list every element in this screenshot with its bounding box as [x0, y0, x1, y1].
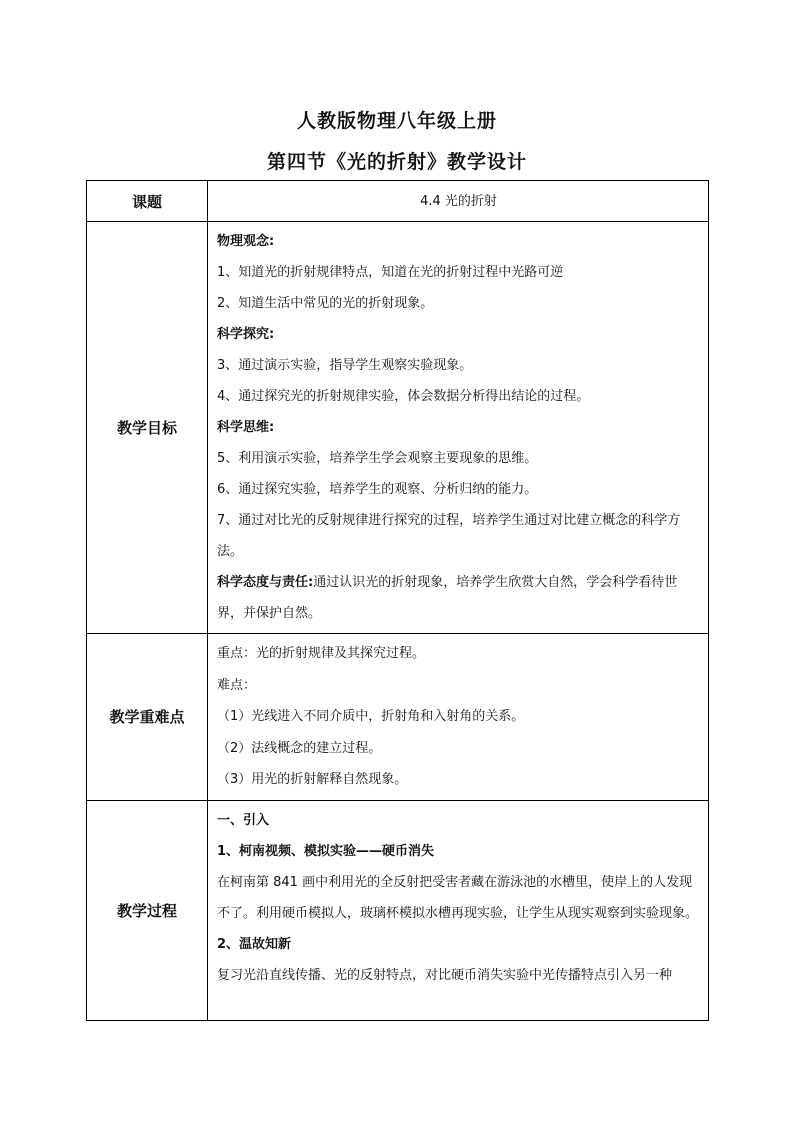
- table-row-process: [87, 800, 709, 1020]
- table-row-topic: [87, 181, 709, 222]
- key-points-content: [208, 634, 709, 801]
- goals-content: [208, 222, 709, 634]
- key-point-line: 重点：光的折射规律及其探究过程。: [217, 646, 426, 661]
- process-line: 1、柯南视频、模拟实验——硬币消失: [217, 843, 435, 859]
- key-point-line: （3）用光的折射解释自然现象。: [217, 772, 408, 787]
- process-line: 2、温故知新: [217, 936, 292, 952]
- key-point-line: （2）法线概念的建立过程。: [217, 740, 382, 756]
- goal-line: 科学态度与责任:通过认识光的折射现象，培养学生欣赏大自然，学会科学看待世界，并保护自然。: [217, 575, 678, 621]
- document-subtitle: 第四节《光的折射》教学设计: [266, 151, 527, 173]
- goal-line: 物理观念:: [217, 234, 275, 249]
- topic-value: 4.4 光的折射: [208, 181, 709, 222]
- goal-line: 5、利用演示实验，培养学生学会观察主要现象的思维。: [217, 451, 538, 466]
- process-content: [208, 800, 709, 1020]
- table-row-key-points: [87, 634, 709, 801]
- goal-line: 科学探究:: [217, 327, 275, 342]
- table-row-goals: [87, 222, 709, 634]
- goals-label: 教学目标: [87, 222, 208, 634]
- process-line: 复习光沿直线传播、光的反射特点，对比硬币消失实验中光传播特点引入另一种: [217, 967, 673, 983]
- goal-line: 科学思维:: [217, 420, 275, 435]
- process-line: 在柯南第 841 画中利用光的全反射把受害者藏在游泳池的水槽里，使岸上的人发现不了。利用硬币模拟人，玻璃杯模拟水槽再现实验，让学生从现实观察到实验现象。: [217, 874, 699, 921]
- goal-line: 3、通过演示实验，指导学生观察实验现象。: [217, 358, 473, 373]
- key-point-line: （1）光线进入不同介质中，折射角和入射角的关系。: [217, 709, 525, 724]
- goal-line: 2、知道生活中常见的光的折射现象。: [217, 296, 434, 311]
- key-points-label: 教学重难点: [87, 634, 208, 801]
- key-point-line: 难点：: [217, 677, 257, 693]
- process-label: 教学过程: [87, 800, 208, 1020]
- process-line: 一、引入: [217, 812, 270, 828]
- goal-line: 4、通过探究光的折射规律实验，体会数据分析得出结论的过程。: [217, 389, 590, 404]
- topic-label: 课题: [87, 181, 208, 222]
- goal-line: 1、知道光的折射规律特点，知道在光的折射过程中光路可逆: [217, 265, 564, 280]
- goal-line: 7、通过对比光的反射规律进行探究的过程，培养学生通过对比建立概念的科学方法。: [217, 513, 681, 559]
- document-title: 人教版物理八年级上册: [296, 110, 497, 132]
- lesson-plan-table: [86, 180, 709, 1021]
- goal-line: 6、通过探究实验，培养学生的观察、分析归纳的能力。: [217, 482, 538, 497]
